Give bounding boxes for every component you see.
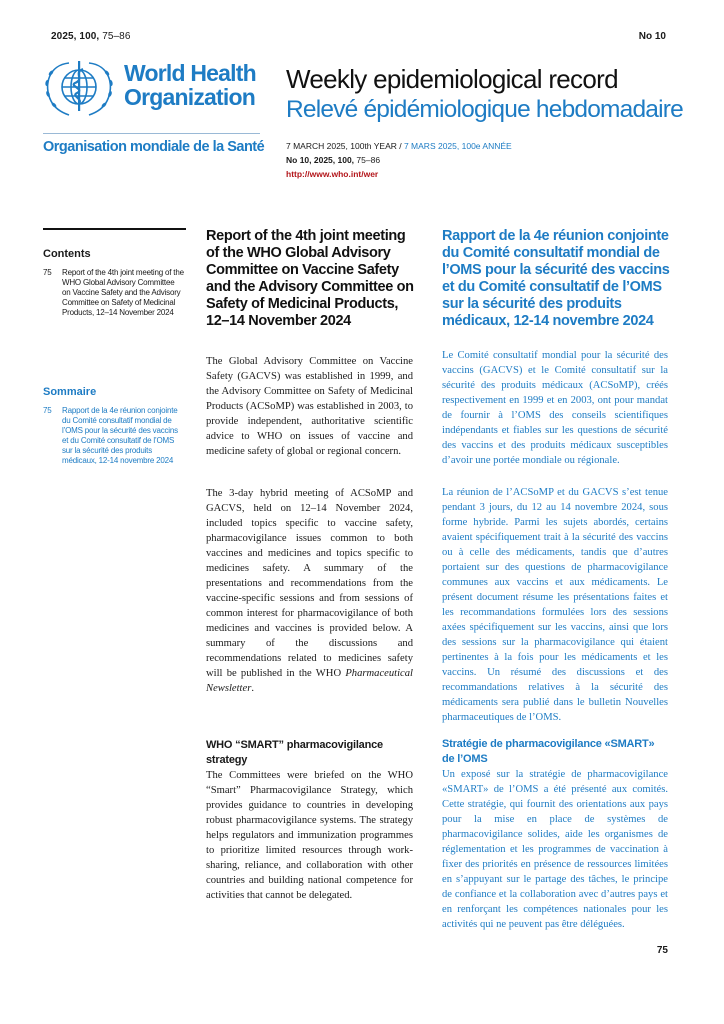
who-logo-name xyxy=(124,61,256,109)
logo-name-fr: Organisation mondiale de la Santé xyxy=(43,139,265,155)
issue-pages: 75–86 xyxy=(354,155,381,165)
article-title-fr: Rapport de la 4e réunion conjointe du Comité consultatif mondial de l’OMS pour la sécurité des vaccins et du Comité consultatif de l’OMS sur la sécurité des produits médicaux, 12-14 novembre 2024 xyxy=(442,228,670,329)
issue-number: No 10 xyxy=(638,31,666,42)
logo-name-line1: World Health xyxy=(124,60,256,86)
sommaire-text: Rapport de la 4e réunion conjointe du Comité consultatif mondial de l’OMS pour la sécurité des vaccins et du Comité consultatif de l’OMS sur la sécurité des produits médicaux, 12-14 novembre 2024 xyxy=(62,406,178,465)
paragraph-fr-2: La réunion de l’ACSoMP et du GACVS s’est tenue pendant 3 jours, du 12 au 14 novembre 2024, sous forme hybride. Parmi les sujets abordés, certains avaient spécifiquement trait à la sécurité des vaccins ou à celle des médicaments, tandis que d’autres portaient sur des questions de pharmacovigilance communes aux vaccins et aux médicaments. Le présent document résume les présentations faites et les recommandations formulées lors des sessions axées spécifiquement sur les vaccins, ainsi que lors des sessions sur la pharmacovigilance qui étaient pertinentes à la fois pour les médicaments et les vaccins. Un résumé des discussions et des recommandations relatives à la sécurité des médicaments sera publié dans le bulletin Nouvelles pharmaceutiques de l’OMS. xyxy=(442,487,668,723)
contents-heading: Contents xyxy=(43,248,91,260)
publication-title-en: Weekly epidemiological record xyxy=(286,64,618,94)
paragraph-fr-1: Le Comité consultatif mondial pour la sécurité des vaccins (GACVS) et le Comité consultatif sur la sécurité des produits médicaux (ACSoMP), créés respectivement en 1999 et en 2003, ont pour mandat de fournir à l’OMS des conseils scientifiques indépendants et fiables sur les questions de sécurité des vaccins et des produits médicaux susceptibles d’avoir une portée mondiale ou régionale. xyxy=(442,350,668,466)
paragraph-en-2-end: . xyxy=(251,683,254,694)
sommaire-item[interactable] xyxy=(43,406,186,496)
date-fr: 7 MARS 2025, 100e ANNÉE xyxy=(403,141,512,151)
citation-volume: 100, xyxy=(79,31,100,42)
sommaire-page: 75 xyxy=(43,406,52,415)
newsletter-title: Pharmaceutical Newsletter xyxy=(206,668,413,694)
logo-name-line2: Organization xyxy=(124,84,255,110)
date-line xyxy=(286,141,512,151)
who-emblem-icon xyxy=(39,55,119,121)
paragraph-en-3: The Committees were briefed on the WHO “Smart” Pharmacovigilance Strategy, which provides guidance to countries in developing robust pharmacovigilance systems. The strategy helps regulators and immunization programmes to prioritize limited resources through work-sharing, reliance, and collaboration with other countries and building national competence for activities that cannot be delegated. xyxy=(206,770,413,901)
date-en: 7 MARCH 2025, 100th YEAR / xyxy=(286,141,404,151)
citation-year: 2025, xyxy=(51,31,77,42)
citation-pages: 75–86 xyxy=(102,31,131,42)
page-number: 75 xyxy=(656,945,668,956)
sommaire-heading: Sommaire xyxy=(43,386,97,398)
subheading-fr: Stratégie de pharmacovigilance «SMART» de l’OMS xyxy=(442,738,655,765)
contents-text: Report of the 4th joint meeting of the WHO Global Advisory Committee on Vaccine Safety and the Advisory Committee on Safety of Medicinal Products, 12–14 November 2024 xyxy=(62,268,184,317)
contents-item[interactable] xyxy=(43,268,186,348)
publication-title-fr: Relevé épidémiologique hebdomadaire xyxy=(286,96,683,123)
subheading-en: WHO “SMART” pharmacovigilance strategy xyxy=(206,739,383,766)
wer-link[interactable]: http://www.who.int/wer xyxy=(286,169,379,179)
paragraph-fr-3: Un exposé sur la stratégie de pharmacovigilance «SMART» de l’OMS a été présenté aux comités. Cette stratégie, qui fournit des orientations aux pays pour la mise en place de systèmes de pharmacovigilance solides, aide les organismes de réglementation et les programmes de vaccination à fixer des priorités en présence de ressources limitées en s’appuyant sur le partage des tâches, le principe de confiance et la collaboration avec d’autres pays et en renforçant les compétences nationales pour les activités qui ne peuvent pas être déléguées. xyxy=(442,769,668,930)
paragraph-en-2-main: The 3-day hybrid meeting of ACSoMP and GACVS, held on 12–14 November 2024, included topics specific to vaccine safety, pharmacovigilance issues common to both vaccines and medicines and topics specific to medicines safety. A summary of the presentations and recommendations from the vaccine-specific sessions and from sessions of common interest for pharmacovigilance of both medicines and vaccines is provided below. A summary of the discussions and recommendations related to medicines safety will be published in the WHO xyxy=(206,488,413,679)
contents-page: 75 xyxy=(43,268,52,277)
citation xyxy=(51,31,131,42)
logo-divider xyxy=(43,133,260,134)
paragraph-en-1: The Global Advisory Committee on Vaccine Safety (GACVS) was established in 1999, and the Advisory Committee on Safety of Medicinal Products (ACSoMP) was established in 2003, to provide independent, authoritative scientific advice to WHO on issues of vaccine and medicine safety of global or regional concern. xyxy=(206,356,413,457)
paragraph-en-2 xyxy=(206,486,413,696)
sidebar-divider xyxy=(43,228,186,230)
issue-line xyxy=(286,155,380,165)
article-title-en: Report of the 4th joint meeting of the WHO Global Advisory Committee on Vaccine Safety and the Advisory Committee on Safety of Medicinal Products, 12–14 November 2024 xyxy=(206,228,414,329)
issue-bold: No 10, 2025, 100, xyxy=(286,155,355,165)
